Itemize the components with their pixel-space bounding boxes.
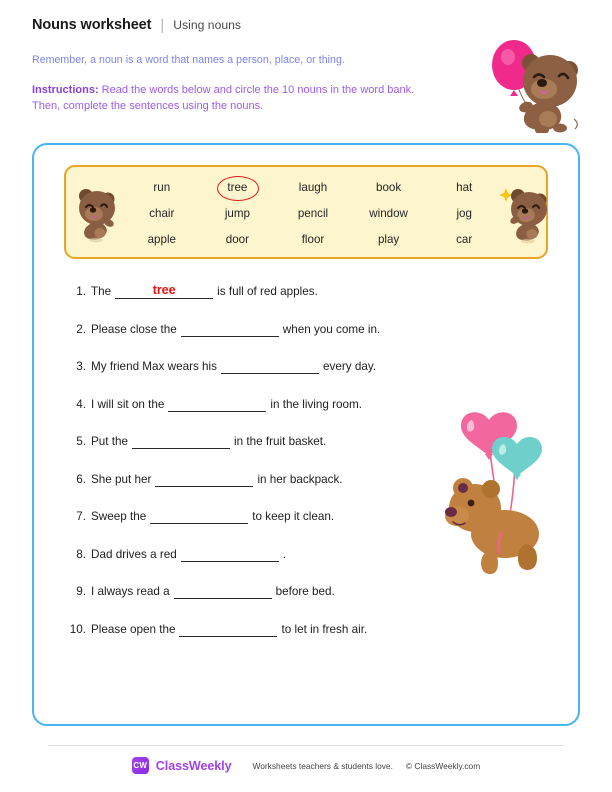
answer-blank[interactable] — [168, 398, 266, 412]
sentence-text-after: is full of red apples. — [217, 285, 318, 298]
answer-blank[interactable] — [181, 323, 279, 337]
word-bank-grid — [124, 174, 502, 252]
answer-blank[interactable] — [115, 285, 213, 299]
sentence-text-after: to keep it clean. — [252, 510, 335, 523]
sentence-text-before: Dad drives a red — [91, 547, 177, 561]
word-bank-word[interactable]: chair — [149, 206, 175, 220]
sentence-item — [66, 285, 546, 323]
word-bank-word[interactable]: window — [369, 206, 408, 220]
word-bank-word[interactable]: door — [225, 232, 249, 246]
sentence-item — [66, 585, 546, 623]
sentence-number: 2. — [76, 322, 86, 336]
footer-tagline: Worksheets teachers & students love. — [252, 760, 393, 771]
sentence-text-before: Sweep the — [91, 510, 147, 523]
sentence-text-before: Please close the — [91, 322, 177, 336]
page-footer — [0, 757, 612, 774]
title-separator: | — [160, 17, 165, 34]
bear-with-balloon-illustration — [486, 33, 586, 133]
classweekly-logo-icon: CW — [132, 757, 149, 774]
sentence-text-before: She put her — [91, 472, 152, 486]
page-title: Nouns worksheet — [32, 17, 152, 33]
remember-note: Remember, a noun is a word that names a person, place, or thing. — [32, 54, 345, 66]
answer-blank[interactable] — [155, 473, 253, 487]
word-bank-word[interactable]: car — [456, 232, 473, 246]
sentence-text-after: every day. — [323, 360, 377, 373]
answer-text: tree — [152, 283, 176, 297]
word-bank-word-circled[interactable]: tree — [227, 180, 248, 194]
sentence-text-before: I will sit on the — [91, 397, 165, 411]
answer-blank[interactable] — [181, 548, 279, 562]
sentence-text-before: I always read a — [91, 585, 170, 598]
answer-blank[interactable] — [132, 435, 230, 449]
sentence-text-before: Put the — [91, 435, 129, 448]
word-bank-word[interactable]: floor — [301, 232, 325, 246]
sentence-number: 8. — [76, 547, 86, 561]
sentence-number: 7. — [76, 510, 86, 523]
sentence-number: 3. — [76, 360, 86, 373]
teddy-with-heart-balloons-illustration — [443, 404, 565, 576]
sentence-number: 10. — [69, 622, 86, 636]
sentence-text-after: to let in fresh air. — [281, 622, 368, 636]
word-bank-word[interactable]: jump — [224, 206, 250, 220]
sentence-number: 6. — [76, 472, 86, 486]
word-bank-word[interactable]: hat — [456, 180, 473, 194]
word-bank-word[interactable]: laugh — [298, 180, 328, 194]
sentence-text-before: My friend Max wears his — [91, 360, 218, 373]
sentence-item — [66, 623, 546, 661]
answer-blank[interactable] — [221, 360, 319, 374]
word-bank-word[interactable]: pencil — [297, 206, 329, 220]
bear-left-icon — [72, 183, 122, 243]
sentence-text-after: when you come in. — [282, 322, 381, 336]
answer-blank[interactable] — [179, 623, 277, 637]
word-bank-word[interactable]: run — [153, 180, 171, 194]
sentence-text-before: The — [91, 285, 112, 298]
answer-blank[interactable] — [174, 585, 272, 599]
sentence-item — [66, 360, 546, 398]
sentence-text-before: Please open the — [91, 622, 176, 636]
footer-copyright: © ClassWeekly.com — [405, 760, 481, 771]
word-bank-word[interactable]: jog — [456, 206, 472, 220]
instructions-label: Instructions: — [32, 84, 99, 96]
page-subtitle: Using nouns — [173, 18, 242, 32]
brand-name: ClassWeekly — [155, 758, 232, 773]
footer-divider — [48, 745, 564, 746]
word-bank-word[interactable]: apple — [147, 232, 176, 246]
answer-blank[interactable] — [150, 510, 248, 524]
sentence-number: 5. — [76, 435, 86, 448]
word-bank-word[interactable]: book — [376, 180, 402, 194]
sentence-text-after: before bed. — [275, 585, 335, 598]
sentence-item — [66, 323, 546, 361]
sentence-number: 4. — [76, 397, 86, 411]
instructions-text: Read the words below and circle the 10 nouns in the word bank. Then, complete the sentences using the nouns. — [32, 84, 415, 112]
instructions-block — [32, 83, 444, 114]
sentence-text-after: in the living room. — [270, 397, 363, 411]
sentence-text-after: in the fruit basket. — [234, 435, 327, 448]
sentence-text-after: . — [282, 547, 287, 561]
bear-right-icon — [496, 180, 548, 244]
sentence-text-after: in her backpack. — [257, 472, 343, 486]
word-bank — [64, 165, 548, 259]
sentence-number: 1. — [76, 285, 86, 298]
sentence-number: 9. — [76, 585, 86, 598]
word-bank-word[interactable]: play — [377, 232, 400, 246]
